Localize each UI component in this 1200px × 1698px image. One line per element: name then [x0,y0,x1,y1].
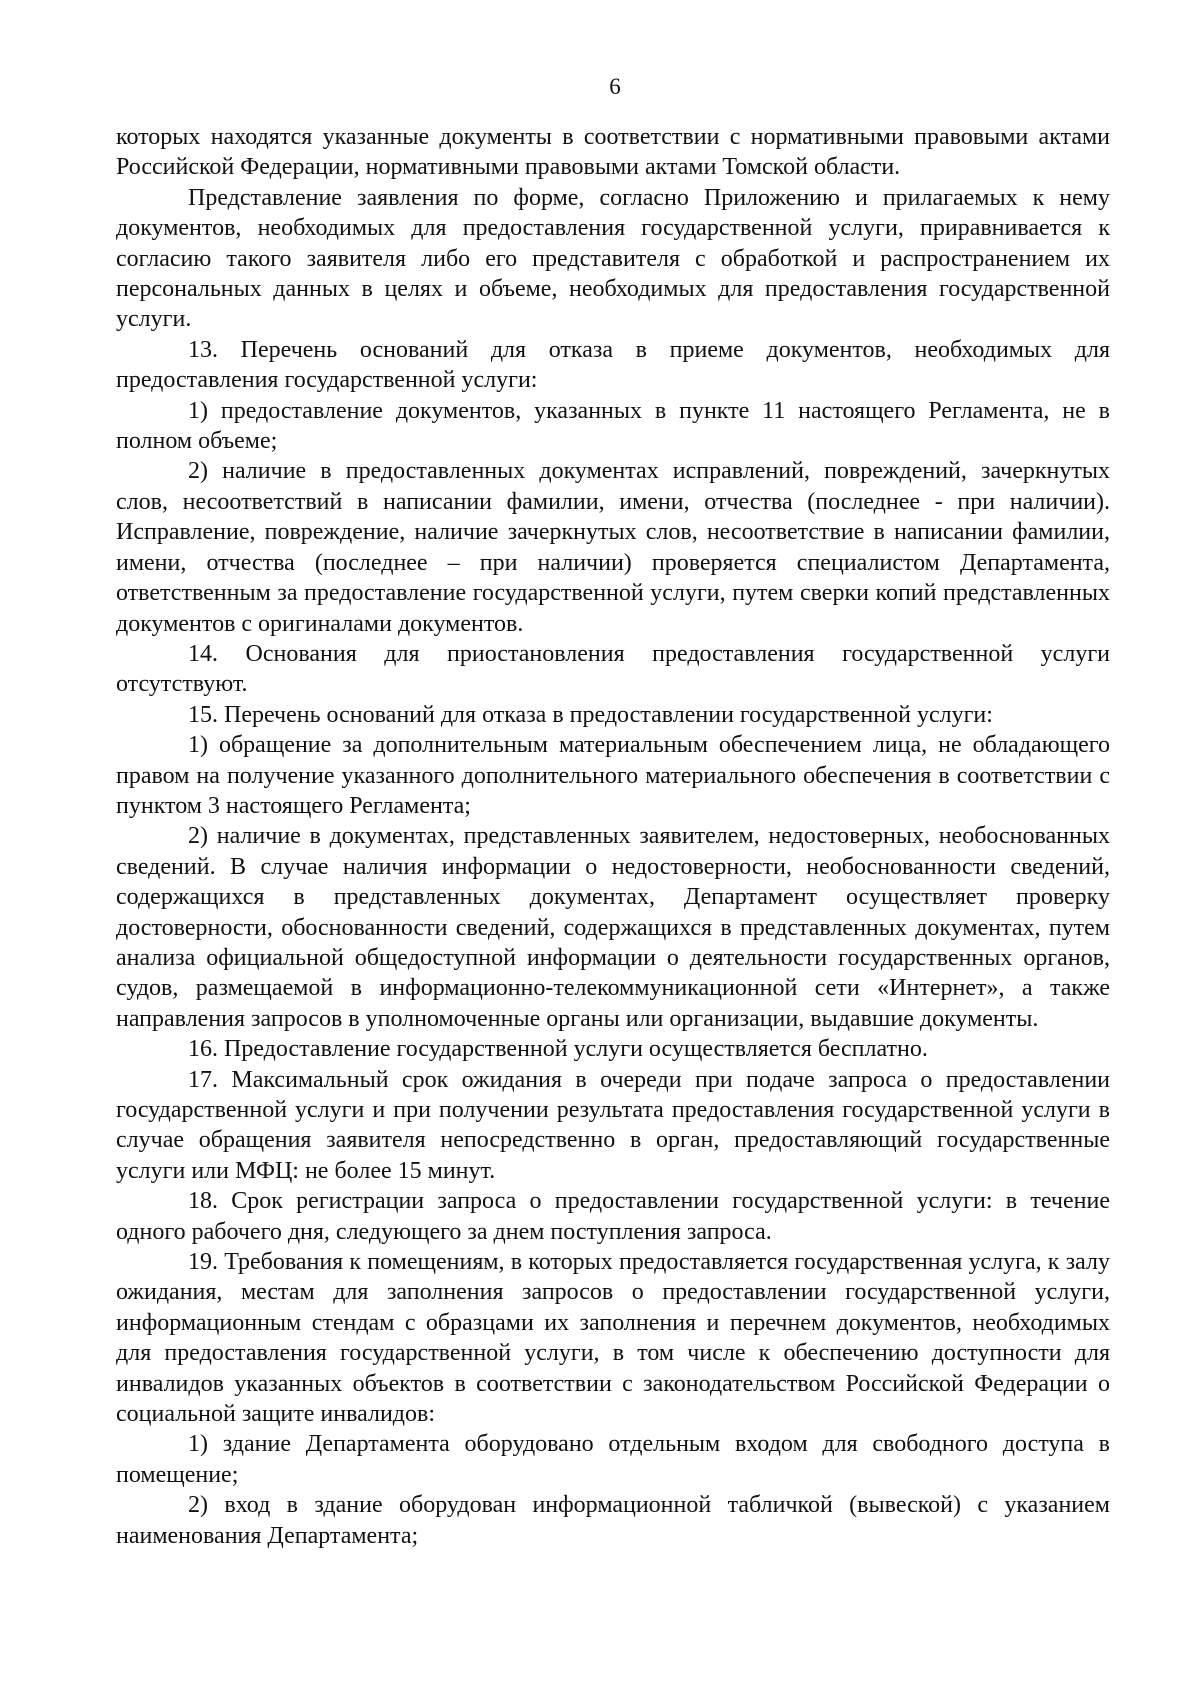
paragraph-item-13-1: 1) предоставление документов, указанных в пункте 11 настоящего Регламента, не в полном объеме; [116,397,1110,455]
paragraph-continuation: которых находятся указанные документы в соответствии с нормативными правовыми актами Российской Федерации, нормативными правовыми актами Томской области. [116,124,1110,181]
paragraph-item-16: 16. Предоставление государственной услуги осуществляется бесплатно. [188,1036,928,1063]
paragraph-item-17: 17. Максимальный срок ожидания в очереди при подаче запроса о предоставлении государственной услуги и при получении результата предоставления государственной услуги в случае обращения заявителя непосредственно в орган, предоставляющий государственные услуги или МФЦ: не более 15 минут. [116,1066,1110,1184]
paragraph-consent: Представление заявления по форме, согласно Приложению и прилагаемых к нему документов, необходимых для предоставления государственной услуги, приравнивается к согласию такого заявителя либо его представителя с обработкой и распространением их персональных данных в целях и объеме, необходимых для предоставления государственной услуги. [116,184,1110,333]
paragraph-item-14: 14. Основания для приостановления предоставления государственной услуги отсутствуют. [116,640,1110,698]
paragraph-item-19-2: 2) вход в здание оборудован информационной табличкой (вывеской) с указанием наименования Департамента; [116,1492,1110,1549]
paragraph-item-15-2: 2) наличие в документах, представленных заявителем, недостоверных, необоснованных сведений. В случае наличия информации о недостоверности, необоснованности сведений, содержащихся в представленных документах, Департамент осуществляет проверку достоверности, обоснованности сведений, содержащихся в представленных документах, путем анализа официальной общедоступной информации о деятельности государственных органов, судов, размещаемой в информационно-телекоммуникационной сети «Интернет», а также направления запросов в уполномоченные органы или организации, выдавшие документы. [116,823,1110,1032]
paragraph-item-19-1: 1) здание Департамента оборудовано отдельным входом для свободного доступа в помещение; [116,1431,1110,1488]
paragraph-item-13: 13. Перечень оснований для отказа в приеме документов, необходимых для предоставления государственной услуги: [116,336,1110,394]
paragraph-item-13-2: 2) наличие в предоставленных документах исправлений, повреждений, зачеркнутых слов, несоответствий в написании фамилии, имени, отчества (последнее - при наличии). Исправление, повреждение, наличие зачеркнутых слов, несоответствие в написании фамилии, имени, отчества (последнее – при наличии) проверяется специалистом Департамента, ответственным за предоставление государственной услуги, путем сверки копий представленных документов с оригиналами документов. [116,458,1110,637]
paragraph-item-15-1: 1) обращение за дополнительным материальным обеспечением лица, не обладающего правом на получение указанного дополнительного материального обеспечения в соответствии с пунктом 3 настоящего Регламента; [116,732,1110,819]
paragraph-item-19: 19. Требования к помещениям, в которых предоставляется государственная услуга, к залу ожидания, местам для заполнения запросов о предоставлении государственной услуги, информационным стендам с образцами их заполнения и перечнем документов, необходимых для предоставления государственной услуги, в том числе к обеспечению доступности для инвалидов указанных объектов в соответствии с законодательством Российской Федерации о социальной защите инвалидов: [116,1249,1110,1428]
document-body [116,122,1110,1551]
page-number: 6 [609,74,621,99]
paragraph-item-15: 15. Перечень оснований для отказа в предоставлении государственной услуги: [188,701,993,728]
paragraph-item-18: 18. Срок регистрации запроса о предоставлении государственной услуги: в течение одного рабочего дня, следующего за днем поступления запроса. [116,1188,1110,1245]
